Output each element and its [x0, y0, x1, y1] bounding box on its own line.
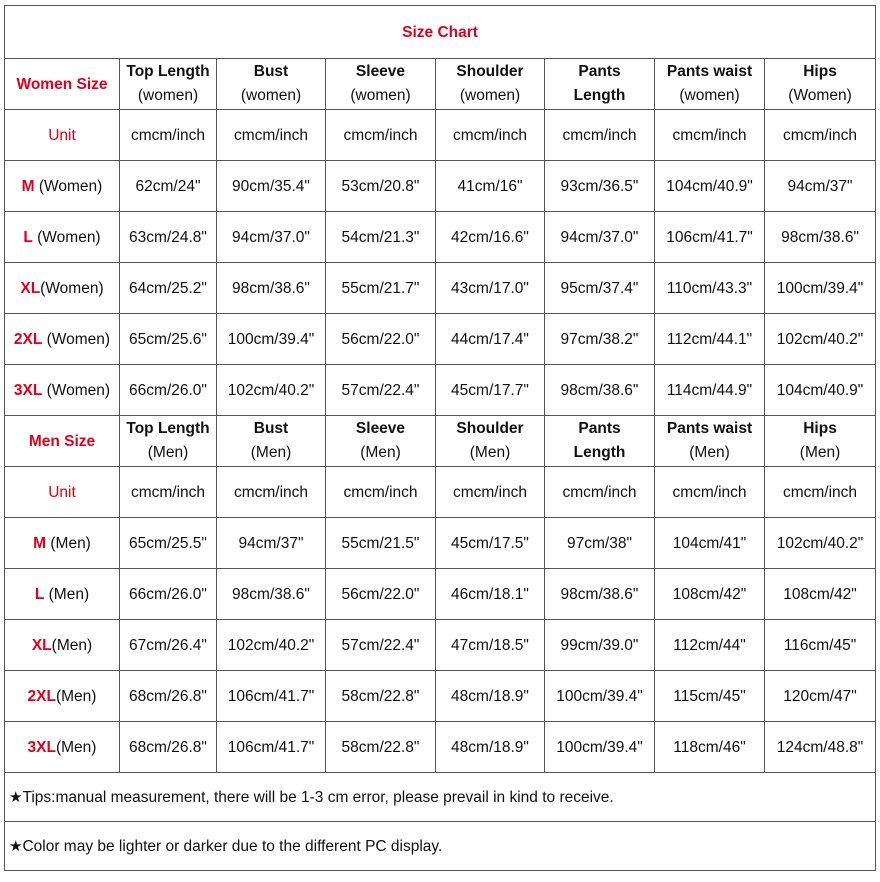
size-gender: (Men) — [51, 636, 93, 654]
measurement-cell: 97cm/38.2" — [545, 314, 655, 365]
unit-cell: cmcm/inch — [765, 110, 876, 161]
column-header — [436, 416, 545, 467]
column-header — [545, 59, 655, 110]
unit-label: Unit — [5, 467, 120, 518]
size-gender: (Women) — [42, 330, 111, 348]
size-cell — [5, 671, 120, 722]
measurement-cell: 98cm/38.6" — [545, 569, 655, 620]
measurement-cell: 112cm/44.1" — [655, 314, 765, 365]
measurement-cell: 102cm/40.2" — [765, 518, 876, 569]
column-header-subtitle: (women) — [137, 87, 199, 104]
measurement-cell: 106cm/41.7" — [217, 671, 326, 722]
women-unit-row — [5, 110, 876, 161]
measurement-cell: 56cm/22.0" — [326, 569, 436, 620]
unit-cell: cmcm/inch — [217, 467, 326, 518]
column-header — [217, 416, 326, 467]
measurement-cell: 68cm/26.8" — [120, 671, 217, 722]
column-header — [765, 416, 876, 467]
column-header-title: Bust — [253, 420, 289, 437]
measurement-cell: 63cm/24.8" — [120, 212, 217, 263]
measurement-cell: 102cm/40.2" — [765, 314, 876, 365]
measurement-cell: 93cm/36.5" — [545, 161, 655, 212]
size-gender: (Men) — [46, 534, 91, 552]
star-icon: ★ — [9, 837, 23, 855]
table-row — [5, 722, 876, 773]
column-header-subtitle: (women) — [240, 87, 302, 104]
size-gender: (Women) — [34, 177, 103, 195]
column-header — [436, 59, 545, 110]
unit-cell: cmcm/inch — [436, 110, 545, 161]
column-header-title: Pants waist — [666, 420, 753, 437]
size-chart-table — [4, 5, 876, 871]
unit-cell: cmcm/inch — [545, 467, 655, 518]
measurement-cell: 98cm/38.6" — [545, 365, 655, 416]
column-header-title: Sleeve — [355, 63, 406, 80]
column-header-subtitle: (Women) — [788, 87, 852, 104]
size-gender: (Men) — [55, 738, 97, 756]
column-header-subtitle: Length — [573, 87, 626, 104]
size-cell — [5, 620, 120, 671]
column-header — [326, 59, 436, 110]
table-row — [5, 161, 876, 212]
measurement-cell: 106cm/41.7" — [217, 722, 326, 773]
size-cell — [5, 212, 120, 263]
column-header-title: Top Length — [126, 63, 210, 80]
measurement-cell: 55cm/21.7" — [326, 263, 436, 314]
unit-label: Unit — [5, 110, 120, 161]
measurement-cell: 94cm/37" — [765, 161, 876, 212]
size-code: L — [34, 585, 45, 603]
column-header-subtitle: (Men) — [689, 444, 730, 461]
unit-cell: cmcm/inch — [655, 467, 765, 518]
unit-cell: cmcm/inch — [545, 110, 655, 161]
table-row — [5, 518, 876, 569]
measurement-cell: 124cm/48.8" — [765, 722, 876, 773]
unit-cell: cmcm/inch — [655, 110, 765, 161]
size-gender: (Women) — [40, 279, 104, 297]
column-header-title: Hips — [803, 420, 837, 437]
measurement-cell: 45cm/17.7" — [436, 365, 545, 416]
measurement-cell: 104cm/40.9" — [655, 161, 765, 212]
size-code: M — [33, 534, 47, 552]
size-code: XL — [20, 279, 41, 297]
column-header — [120, 59, 217, 110]
column-header-title: Pants — [578, 63, 621, 80]
measurement-cell: 66cm/26.0" — [120, 365, 217, 416]
measurement-cell: 90cm/35.4" — [217, 161, 326, 212]
column-header-subtitle: (Men) — [799, 444, 841, 461]
star-icon: ★ — [9, 788, 23, 806]
table-row — [5, 569, 876, 620]
measurement-cell: 48cm/18.9" — [436, 671, 545, 722]
measurement-cell: 53cm/20.8" — [326, 161, 436, 212]
column-header-subtitle: (Men) — [469, 444, 511, 461]
column-header-subtitle: Length — [573, 444, 626, 461]
measurement-cell: 67cm/26.4" — [120, 620, 217, 671]
table-row — [5, 212, 876, 263]
measurement-cell: 116cm/45" — [765, 620, 876, 671]
men-unit-row — [5, 467, 876, 518]
column-header-title: Hips — [803, 63, 837, 80]
note-cell — [5, 773, 876, 822]
size-cell — [5, 314, 120, 365]
women-size-label: Women Size — [5, 59, 120, 110]
table-row — [5, 263, 876, 314]
measurement-cell: 65cm/25.5" — [120, 518, 217, 569]
size-code: 3XL — [13, 381, 43, 399]
measurement-cell: 62cm/24" — [120, 161, 217, 212]
column-header-subtitle: (Men) — [360, 444, 401, 461]
size-cell — [5, 518, 120, 569]
measurement-cell: 58cm/22.8" — [326, 671, 436, 722]
note-cell — [5, 822, 876, 871]
measurement-cell: 64cm/25.2" — [120, 263, 217, 314]
unit-cell: cmcm/inch — [436, 467, 545, 518]
measurement-cell: 54cm/21.3" — [326, 212, 436, 263]
measurement-cell: 44cm/17.4" — [436, 314, 545, 365]
column-header-subtitle: (Men) — [250, 444, 292, 461]
measurement-cell: 56cm/22.0" — [326, 314, 436, 365]
size-code: M — [21, 177, 35, 195]
measurement-cell: 100cm/39.4" — [765, 263, 876, 314]
measurement-cell: 47cm/18.5" — [436, 620, 545, 671]
column-header-title: Sleeve — [355, 420, 406, 437]
measurement-cell: 94cm/37" — [217, 518, 326, 569]
column-header-title: Top Length — [126, 420, 210, 437]
table-row — [5, 365, 876, 416]
size-gender: (Women) — [42, 381, 111, 399]
size-cell — [5, 365, 120, 416]
measurement-cell: 104cm/41" — [655, 518, 765, 569]
measurement-cell: 46cm/18.1" — [436, 569, 545, 620]
measurement-cell: 65cm/25.6" — [120, 314, 217, 365]
note-row — [5, 773, 876, 822]
measurement-cell: 114cm/44.9" — [655, 365, 765, 416]
measurement-cell: 43cm/17.0" — [436, 263, 545, 314]
size-gender: (Men) — [55, 687, 97, 705]
measurement-cell: 48cm/18.9" — [436, 722, 545, 773]
measurement-cell: 98cm/38.6" — [765, 212, 876, 263]
measurement-cell: 68cm/26.8" — [120, 722, 217, 773]
column-header-subtitle: (women) — [459, 87, 521, 104]
measurement-cell: 57cm/22.4" — [326, 620, 436, 671]
measurement-cell: 120cm/47" — [765, 671, 876, 722]
column-header-title: Shoulder — [456, 420, 524, 437]
column-header — [765, 59, 876, 110]
measurement-cell: 97cm/38" — [545, 518, 655, 569]
size-code: 2XL — [13, 330, 43, 348]
unit-cell: cmcm/inch — [326, 467, 436, 518]
column-header-subtitle: (women) — [679, 87, 740, 104]
measurement-cell: 100cm/39.4" — [545, 722, 655, 773]
measurement-cell: 41cm/16" — [436, 161, 545, 212]
size-gender: (Men) — [44, 585, 90, 603]
unit-cell: cmcm/inch — [217, 110, 326, 161]
table-row — [5, 671, 876, 722]
size-code: XL — [31, 636, 52, 654]
men-header-row — [5, 416, 876, 467]
measurement-cell: 99cm/39.0" — [545, 620, 655, 671]
size-cell — [5, 569, 120, 620]
unit-cell: cmcm/inch — [120, 110, 217, 161]
column-header-title: Pants waist — [666, 63, 753, 80]
column-header — [655, 416, 765, 467]
size-cell — [5, 161, 120, 212]
measurement-cell: 55cm/21.5" — [326, 518, 436, 569]
measurement-cell: 106cm/41.7" — [655, 212, 765, 263]
unit-cell: cmcm/inch — [120, 467, 217, 518]
size-code: 3XL — [27, 738, 56, 756]
column-header — [326, 416, 436, 467]
note-text: Tips:manual measurement, there will be 1-3 cm error, please prevail in kind to receive. — [22, 788, 614, 806]
measurement-cell: 108cm/42" — [765, 569, 876, 620]
column-header-title: Bust — [253, 63, 289, 80]
size-cell — [5, 263, 120, 314]
measurement-cell: 102cm/40.2" — [217, 365, 326, 416]
measurement-cell: 98cm/38.6" — [217, 569, 326, 620]
measurement-cell: 95cm/37.4" — [545, 263, 655, 314]
column-header-subtitle: (Men) — [147, 444, 189, 461]
size-code: 2XL — [27, 687, 56, 705]
note-text: Color may be lighter or darker due to the different PC display. — [22, 837, 443, 855]
measurement-cell: 118cm/46" — [655, 722, 765, 773]
column-header-title: Pants — [578, 420, 621, 437]
size-gender: (Women) — [32, 228, 101, 246]
column-header — [655, 59, 765, 110]
measurement-cell: 98cm/38.6" — [217, 263, 326, 314]
men-size-label: Men Size — [5, 416, 120, 467]
unit-cell: cmcm/inch — [326, 110, 436, 161]
measurement-cell: 100cm/39.4" — [545, 671, 655, 722]
column-header — [545, 416, 655, 467]
measurement-cell: 45cm/17.5" — [436, 518, 545, 569]
measurement-cell: 115cm/45" — [655, 671, 765, 722]
measurement-cell: 104cm/40.9" — [765, 365, 876, 416]
measurement-cell: 42cm/16.6" — [436, 212, 545, 263]
measurement-cell: 100cm/39.4" — [217, 314, 326, 365]
note-row — [5, 822, 876, 871]
table-row — [5, 314, 876, 365]
measurement-cell: 112cm/44" — [655, 620, 765, 671]
column-header-subtitle: (women) — [350, 87, 411, 104]
size-code: L — [23, 228, 33, 246]
women-header-row — [5, 59, 876, 110]
unit-cell: cmcm/inch — [765, 467, 876, 518]
measurement-cell: 110cm/43.3" — [655, 263, 765, 314]
column-header — [120, 416, 217, 467]
size-cell — [5, 722, 120, 773]
measurement-cell: 94cm/37.0" — [217, 212, 326, 263]
column-header-title: Shoulder — [456, 63, 524, 80]
measurement-cell: 94cm/37.0" — [545, 212, 655, 263]
table-row — [5, 620, 876, 671]
column-header — [217, 59, 326, 110]
chart-title: Size Chart — [5, 6, 876, 59]
measurement-cell: 108cm/42" — [655, 569, 765, 620]
measurement-cell: 102cm/40.2" — [217, 620, 326, 671]
measurement-cell: 58cm/22.8" — [326, 722, 436, 773]
measurement-cell: 66cm/26.0" — [120, 569, 217, 620]
measurement-cell: 57cm/22.4" — [326, 365, 436, 416]
